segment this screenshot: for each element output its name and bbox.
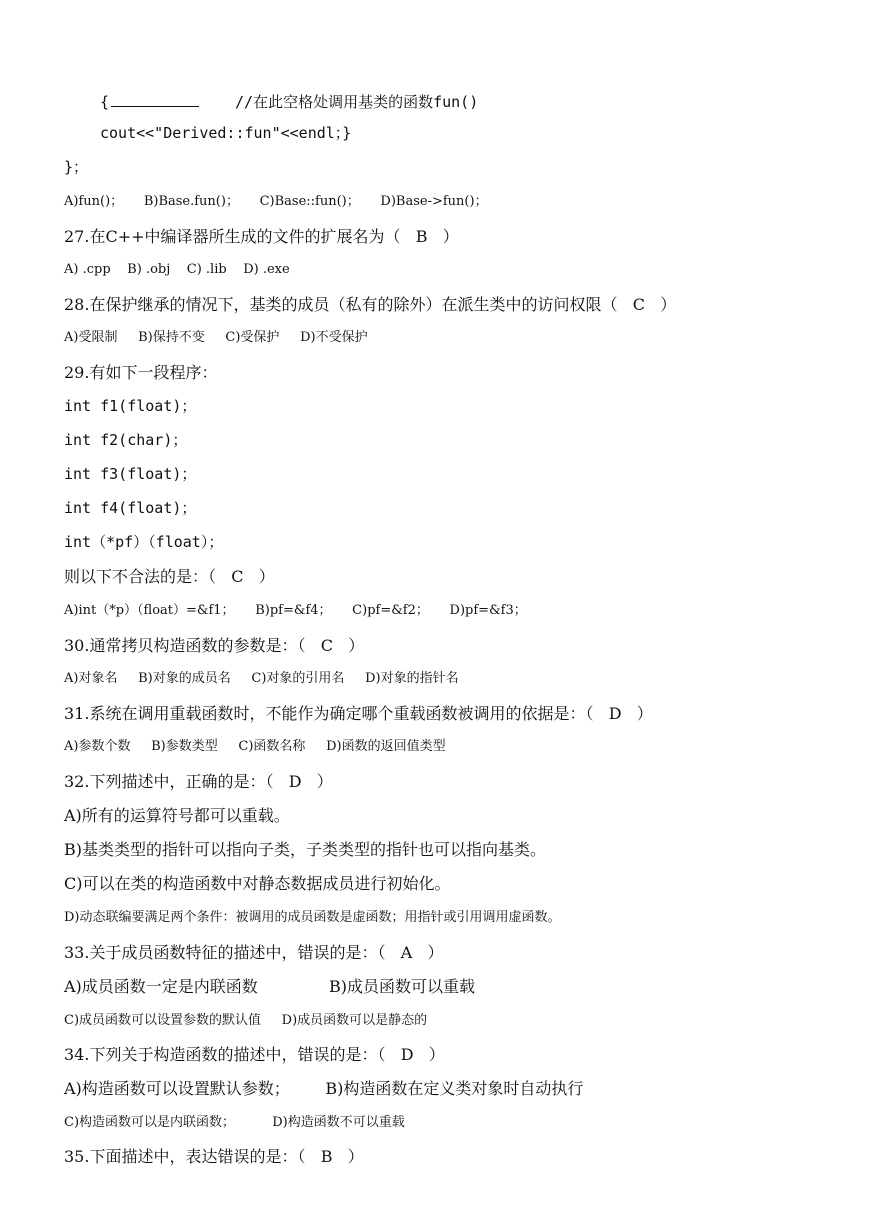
q29-code-line: int f2(char)； — [64, 431, 188, 449]
q33-stem: 33.关于成员函数特征的描述中，错误的是：（ A ） — [64, 943, 444, 962]
q28-stem: 28.在保护继承的情况下，基类的成员（私有的除外）在派生类中的访问权限（ C ） — [64, 295, 677, 314]
q30-options: A)对象名 B)对象的成员名 C)对象的引用名 D)对象的指针名 — [64, 671, 459, 686]
q32-option-d: D)动态联编要满足两个条件：被调用的成员函数是虚函数；用指针或引用调用虚函数。 — [64, 910, 561, 925]
q27-stem: 27.在C++中编译器所生成的文件的扩展名为（ B ） — [64, 227, 459, 246]
q32-option-b: B)基类类型的指针可以指向子类，子类类型的指针也可以指向基类。 — [64, 840, 547, 859]
code-brace: { — [100, 93, 110, 111]
q29-stem: 29.有如下一段程序： — [64, 363, 218, 382]
q29-question: 则以下不合法的是：（ C ） — [64, 567, 275, 586]
q34-options-cd: C)构造函数可以是内联函数； D)构造函数不可以重载 — [64, 1115, 405, 1130]
q29-code-line: int f3(float)； — [64, 465, 197, 483]
q30-stem: 30.通常拷贝构造函数的参数是：（ C ） — [64, 636, 365, 655]
q31-stem: 31.系统在调用重载函数时，不能作为确定哪个重载函数被调用的依据是：（ D ） — [64, 704, 653, 723]
q29-code-line: int f1(float)； — [64, 397, 197, 415]
fill-in-blank — [111, 92, 199, 107]
q32-stem: 32.下列描述中，正确的是：（ D ） — [64, 772, 333, 791]
q34-stem: 34.下列关于构造函数的描述中，错误的是：（ D ） — [64, 1045, 445, 1064]
q34-options-ab: A)构造函数可以设置默认参数； B)构造函数在定义类对象时自动执行 — [64, 1079, 584, 1098]
q33-options-cd: C)成员函数可以设置参数的默认值 D)成员函数可以是静态的 — [64, 1013, 428, 1028]
code-comment: //在此空格处调用基类的函数fun() — [235, 93, 479, 111]
q31-options: A)参数个数 B)参数类型 C)函数名称 D)函数的返回值类型 — [64, 739, 446, 754]
code-line-close: }； — [64, 158, 89, 176]
q32-option-c: C)可以在类的构造函数中对静态数据成员进行初始化。 — [64, 874, 451, 893]
q29-options: A)int（*p）（float）=&f1； B)pf=&f4； C)pf=&f2； D)pf=&f3； — [64, 603, 527, 618]
code-line-brace — [100, 92, 478, 110]
q27-options: A) .cpp B) .obj C) .lib D) .exe — [64, 262, 290, 277]
q32-option-a: A)所有的运算符号都可以重载。 — [64, 806, 290, 825]
q28-options: A)受限制 B)保持不变 C)受保护 D)不受保护 — [64, 330, 368, 345]
q29-code-line: int（*pf）（float）； — [64, 533, 224, 551]
q35-stem: 35.下面描述中，表达错误的是：（ B ） — [64, 1147, 364, 1166]
q26-options: A)fun()； B)Base.fun()； C)Base::fun()； D)Base->fun()； — [64, 194, 488, 209]
code-line-cout: cout<<"Derived::fun"<<endl；} — [100, 124, 352, 142]
q33-options-ab: A)成员函数一定是内联函数 B)成员函数可以重载 — [64, 977, 476, 996]
q29-code-line: int f4(float)； — [64, 499, 197, 517]
